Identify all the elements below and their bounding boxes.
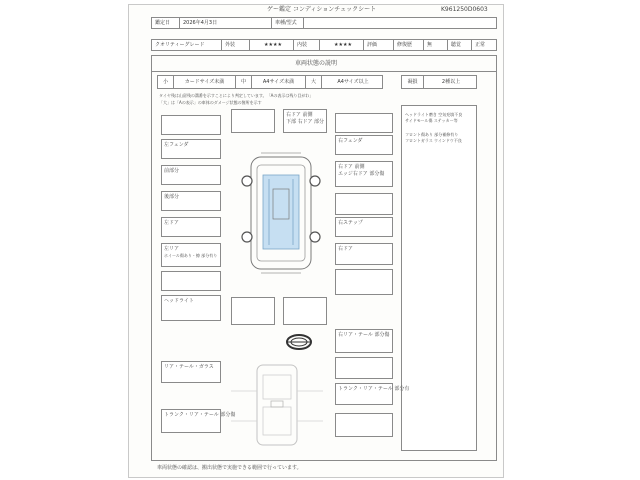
interior-diagram — [227, 361, 327, 451]
box-right-top — [335, 113, 393, 133]
box-bottom-right — [283, 297, 327, 325]
box-right-lower — [335, 269, 393, 295]
hearing-value: 正常 — [475, 42, 486, 48]
legend-damage: 凝損 — [402, 76, 424, 88]
interior-rating: ★★★★ — [320, 40, 364, 50]
box-rear-right-bumper: 右リア・テール 部分傷 — [335, 329, 393, 353]
remarks-panel — [401, 105, 477, 451]
car-top-view-diagram — [233, 149, 329, 277]
grade-label: クオリティーグレード — [152, 40, 222, 50]
legend-multi: 2種以上 — [441, 79, 461, 85]
exterior-label: 外装 — [222, 40, 250, 50]
box-left-rear: 左リア ホイール傷あり・擦 部分有り — [161, 243, 221, 267]
date-label: 鑑定日 — [152, 18, 180, 28]
box-rear-left-low: トランク・リア・テール 部分傷 — [161, 409, 221, 433]
vehicle-label: 車種/型式 — [272, 18, 304, 28]
box-left-fender: 左フェンダ — [161, 139, 221, 159]
remark-2: サイドモール傷 ステッカー等 — [405, 118, 458, 123]
box-right-door-front: 右ドア 前側 エッジ右ドア 部分傷 — [335, 161, 393, 187]
steering-wheel-icon — [285, 333, 313, 351]
history-value: 無 — [424, 40, 448, 50]
box-head-lamp: ヘッドライト — [161, 295, 221, 321]
legend-medium: 中 — [236, 76, 252, 88]
legend-large-desc: A4サイズ以上 — [337, 79, 369, 85]
box-right-step: 右ステップ — [335, 217, 393, 237]
header-row-2 — [151, 39, 497, 51]
sheet-title: ゲー鑑定 コンディションチェックシート — [267, 6, 377, 13]
section-title: 車両状態の説明 — [295, 60, 338, 67]
legend-medium-desc: A4サイズ未満 — [252, 76, 306, 88]
legend-small-desc: カードサイズ未満 — [174, 76, 236, 88]
remark-1: ヘッドライト磨き 空気充填不良 — [405, 112, 463, 117]
header-row-1 — [151, 17, 497, 29]
box-rear-right-2 — [335, 357, 393, 379]
section-divider — [151, 71, 497, 72]
box-right-fender: 右フェンダ — [335, 135, 393, 155]
rating-label: 評価 — [364, 40, 394, 50]
legend-small: 小 — [158, 76, 174, 88]
box-top-right: 右ドア 前側 下部 右ドア 部分 — [283, 109, 327, 133]
legend-large: 大 — [306, 76, 322, 88]
history-label: 修復歴 — [394, 40, 424, 50]
legend-row-right — [401, 75, 477, 89]
legend-row — [157, 75, 383, 89]
serial-number: K961250D0603 — [441, 6, 488, 13]
note-line-1: タイヤ残は山留残の溝番を示すことにより判定しています。「Aの表示は残り目がわ」 — [159, 93, 314, 98]
box-bottom-left — [231, 297, 275, 325]
vehicle-value — [304, 18, 498, 28]
box-left-center: 後部分 — [161, 191, 221, 211]
remark-4: フロントガラス ウインドウ不良 — [405, 138, 462, 143]
hearing-label: 聴覚 — [448, 40, 472, 50]
box-right-mid — [335, 193, 393, 215]
box-left-front: 前部分 — [161, 165, 221, 185]
box-right-door: 右ドア — [335, 243, 393, 265]
box-rear-right-4 — [335, 413, 393, 437]
remark-3: フロント傷あり 部分補修有り — [405, 132, 459, 137]
date-value: 2026年4月3日 — [180, 18, 272, 28]
interior-label: 内装 — [294, 40, 320, 50]
box-rear-left: リア・テール・ガラス — [161, 361, 221, 383]
footer-note: 車両状態の確認は、搬出状態で実施できる範囲で行っています。 — [157, 465, 302, 471]
box-left-top — [161, 115, 221, 135]
box-left-blank — [161, 271, 221, 291]
box-rear-right-3: トランク・リア・テール 部分有 — [335, 383, 393, 405]
box-left-door: 左ドア — [161, 217, 221, 237]
note-line-2: 「大」は「Aの表示」の車体のダメージ状態の箇所を示す — [159, 100, 262, 105]
exterior-rating: ★★★★ — [250, 40, 294, 50]
box-top-left — [231, 109, 275, 133]
check-sheet — [128, 4, 504, 478]
